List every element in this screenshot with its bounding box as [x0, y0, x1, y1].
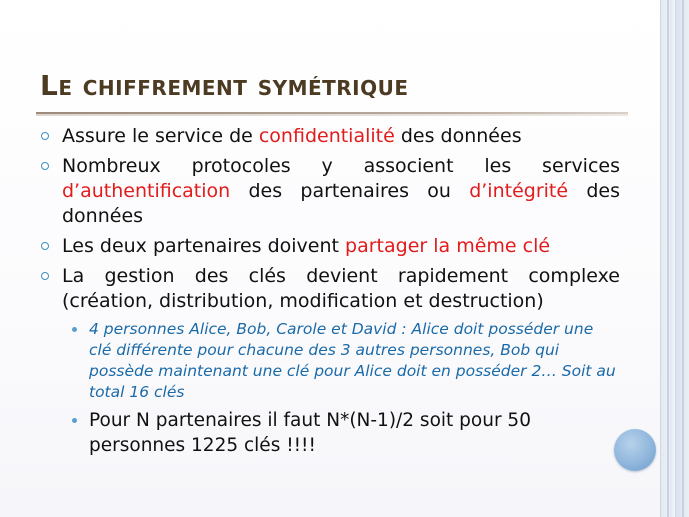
highlight-text: partager la même clé: [345, 235, 551, 257]
bullet-marker-icon: [41, 162, 49, 170]
sub-bullet-marker-icon: [72, 418, 77, 423]
bullet-marker-icon: [41, 132, 49, 140]
bullet-text: La gestion des clés devient rapidement complexe (création, distribution, modification et destruction): [62, 265, 620, 312]
bullet-text: Assure le service de: [62, 125, 259, 147]
sub-bullet-text: Pour N partenaires il faut N*(N-1)/2 soit pour 50 personnes 1225 clés !!!!: [89, 410, 531, 456]
bullet-text: des données: [62, 180, 620, 227]
bullet-text: Nombreux protocoles y associent les services: [62, 155, 620, 177]
bullet-key-management: [40, 264, 620, 314]
sub-bullet-text: 4 personnes Alice, Bob, Carole et David : Alice doit posséder une clé différente pour chacune des 3 autres personnes, Bob qui possède maintenant une clé pour Alice doit en posséder 2… Soit au total 16 clés: [89, 320, 616, 401]
bullet-confidentiality: [40, 124, 620, 149]
decorative-side-stripe: [660, 0, 689, 517]
bullet-marker-icon: [41, 242, 49, 250]
sub-bullet-formula: [40, 408, 620, 458]
bullet-protocols: [40, 154, 620, 229]
bullet-text: Les deux partenaires doivent: [62, 235, 346, 257]
sub-bullet-marker-icon: [72, 327, 77, 332]
slide-title: Le chiffrement symétrique: [40, 69, 409, 102]
bullet-marker-icon: [41, 272, 49, 280]
highlight-text: confidentialité: [258, 125, 395, 147]
slide-content: [40, 124, 620, 463]
bullet-text: des données: [394, 125, 522, 147]
decorative-circle: [614, 429, 656, 471]
highlight-text: d’authentification: [62, 180, 231, 202]
bullet-text: des partenaires ou: [230, 180, 470, 202]
highlight-text: d’intégrité: [469, 180, 569, 202]
bullet-shared-key: [40, 234, 620, 259]
title-divider-shadow: [36, 114, 628, 116]
sub-bullet-example: [40, 319, 620, 403]
